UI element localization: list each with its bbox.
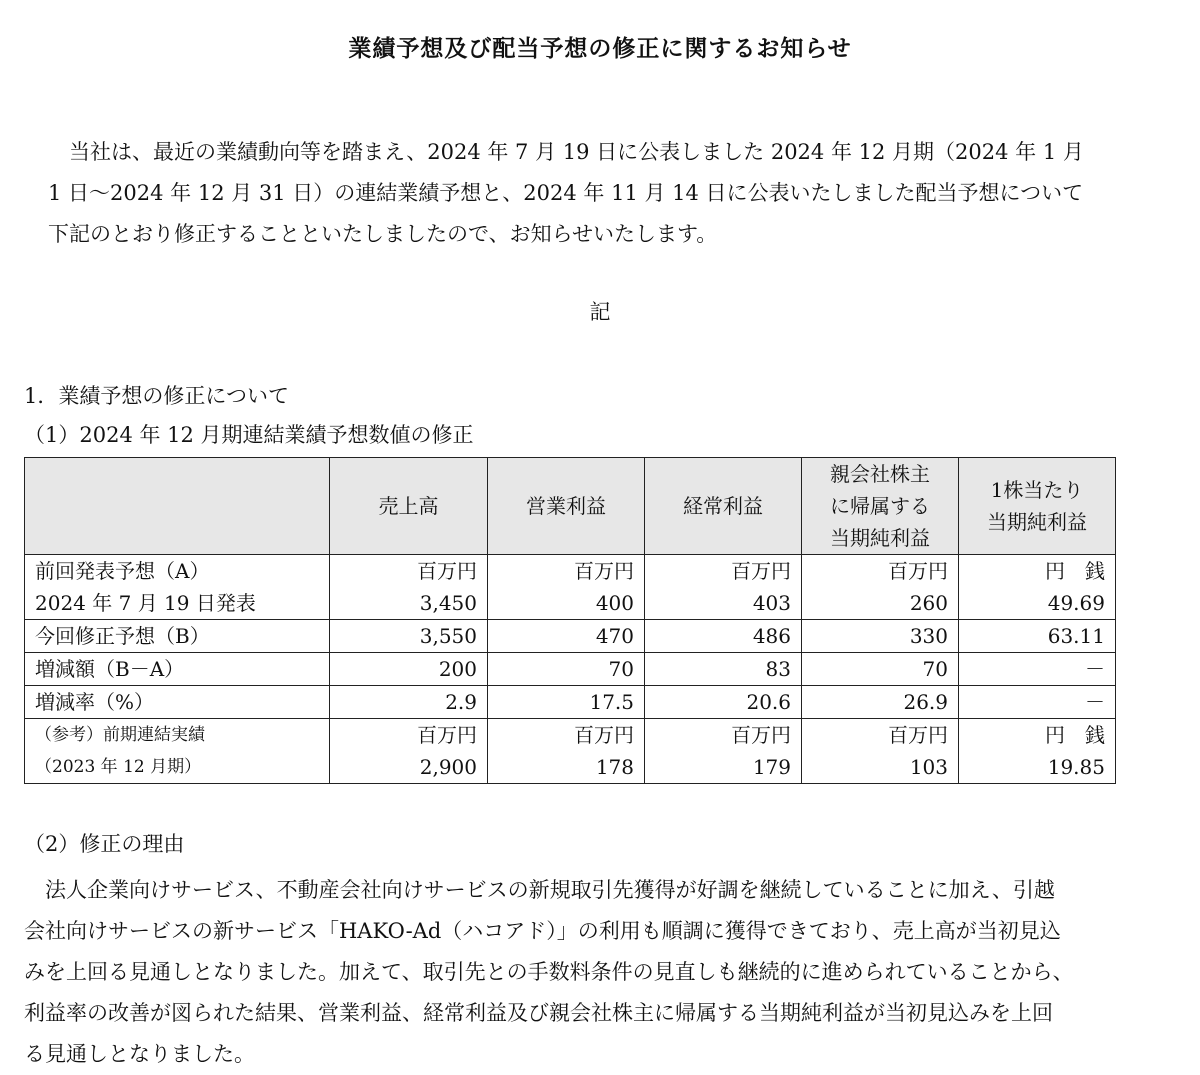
row-label-line: （参考）前期連結実績 [35, 725, 205, 745]
header-line: 営業利益 [526, 494, 606, 518]
row-label [25, 719, 330, 784]
cell-eps [959, 719, 1116, 784]
cell-ordinary-profit [645, 686, 802, 719]
intro-line: 下記のとおり修正することといたしましたので、お知らせいたします。 [48, 222, 718, 246]
cell-net-income [802, 686, 959, 719]
cell-operating-profit [488, 620, 645, 653]
cell-line: 17.5 [589, 690, 634, 714]
cell-operating-profit [488, 686, 645, 719]
document-title: 業績予想及び配当予想の修正に関するお知らせ [348, 36, 852, 62]
cell-net-income [802, 653, 959, 686]
header-net-income [802, 458, 959, 555]
header-line: 当期純利益 [987, 510, 1087, 534]
header-line: に帰属する [830, 494, 930, 518]
cell-line: 200 [438, 657, 477, 681]
cell-line: 49.69 [1047, 591, 1105, 615]
cell-line: 330 [909, 624, 948, 648]
cell-line: 20.6 [746, 690, 791, 714]
subsection-heading-2: （2）修正の理由 [24, 832, 185, 856]
header-operating-profit [488, 458, 645, 555]
cell-line: 円 銭 [1045, 559, 1105, 583]
table-row [25, 653, 1116, 686]
cell-line: 103 [909, 755, 948, 779]
row-label [25, 686, 330, 719]
cell-line: 179 [752, 755, 791, 779]
cell-line: 円 銭 [1045, 723, 1105, 747]
cell-line: 3,450 [419, 591, 477, 615]
cell-sales [330, 686, 488, 719]
table-body [25, 555, 1116, 784]
header-line: 当期純利益 [830, 526, 930, 550]
cell-ordinary-profit [645, 555, 802, 620]
cell-line: 260 [909, 591, 948, 615]
table-header-row [25, 458, 1116, 555]
cell-ordinary-profit [645, 620, 802, 653]
cell-eps [959, 686, 1116, 719]
section-heading-1: 1．業績予想の修正について [24, 384, 289, 408]
cell-operating-profit [488, 555, 645, 620]
row-label-line: 今回修正予想（B） [35, 624, 210, 648]
cell-eps [959, 555, 1116, 620]
cell-eps [959, 653, 1116, 686]
cell-line: 百万円 [574, 559, 634, 583]
cell-line: 70 [922, 657, 948, 681]
cell-line: － [1085, 690, 1105, 714]
cell-eps [959, 620, 1116, 653]
reason-paragraph [24, 870, 1184, 1075]
cell-line: 3,550 [419, 624, 477, 648]
cell-line: 486 [752, 624, 791, 648]
header-line: 1株当たり [990, 478, 1084, 502]
row-label-line: 2024 年 7 月 19 日発表 [35, 591, 256, 615]
table-row [25, 719, 1116, 784]
row-label-line: 前回発表予想（A） [35, 559, 210, 583]
cell-line: 19.85 [1047, 755, 1105, 779]
header-line: 経常利益 [683, 494, 763, 518]
row-label [25, 555, 330, 620]
cell-line: 403 [752, 591, 791, 615]
ki-heading: 記 [589, 300, 611, 324]
intro-line: 1 日～2024 年 12 月 31 日）の連結業績予想と、2024 年 11 月 14 日に公表いたしました配当予想について [48, 181, 1084, 205]
cell-line: 百万円 [417, 559, 477, 583]
reason-line: 会社向けサービスの新サービス「HAKO-Ad（ハコアド）」の利用も順調に獲得できており、売上高が当初見込 [24, 919, 1061, 943]
cell-line: － [1085, 657, 1105, 681]
cell-line: 百万円 [417, 723, 477, 747]
cell-sales [330, 653, 488, 686]
header-ordinary-profit [645, 458, 802, 555]
cell-line: 百万円 [888, 723, 948, 747]
cell-line: 百万円 [888, 559, 948, 583]
cell-line: 2.9 [445, 690, 477, 714]
cell-net-income [802, 555, 959, 620]
cell-line: 百万円 [731, 723, 791, 747]
cell-line: 83 [765, 657, 791, 681]
subsection-heading-1: （1）2024 年 12 月期連結業績予想数値の修正 [24, 423, 474, 447]
cell-ordinary-profit [645, 653, 802, 686]
table-row [25, 620, 1116, 653]
intro-paragraph [48, 132, 1188, 255]
cell-line: 470 [595, 624, 634, 648]
cell-net-income [802, 719, 959, 784]
reason-line: 利益率の改善が図られた結果、営業利益、経常利益及び親会社株主に帰属する当期純利益が当初見込みを上回 [24, 1001, 1053, 1025]
cell-operating-profit [488, 719, 645, 784]
cell-line: 百万円 [574, 723, 634, 747]
row-label-line: 増減額（B－A） [35, 657, 185, 681]
cell-sales [330, 555, 488, 620]
header-blank [25, 458, 330, 555]
table-row [25, 686, 1116, 719]
cell-sales [330, 719, 488, 784]
header-line: 売上高 [378, 494, 439, 518]
intro-line: 当社は、最近の業績動向等を踏まえ、2024 年 7 月 19 日に公表しました 2024 年 12 月期（2024 年 1 月 [48, 140, 1084, 164]
header-sales [330, 458, 488, 555]
cell-line: 70 [608, 657, 634, 681]
table-row [25, 555, 1116, 620]
header-line: 親会社株主 [830, 462, 930, 486]
row-label-line: 増減率（%） [35, 690, 155, 714]
cell-operating-profit [488, 653, 645, 686]
reason-line: 法人企業向けサービス、不動産会社向けサービスの新規取引先獲得が好調を継続していることに加え、引越 [24, 878, 1055, 902]
reason-line: る見通しとなりました。 [24, 1042, 255, 1066]
row-label [25, 653, 330, 686]
cell-line: 2,900 [419, 755, 477, 779]
forecast-table [24, 457, 1116, 784]
cell-line: 63.11 [1047, 624, 1105, 648]
cell-line: 400 [595, 591, 634, 615]
cell-line: 26.9 [903, 690, 948, 714]
row-label [25, 620, 330, 653]
header-eps [959, 458, 1116, 555]
cell-net-income [802, 620, 959, 653]
reason-line: みを上回る見通しとなりました。加えて、取引先との手数料条件の見直しも継続的に進められていることから、 [24, 960, 1074, 984]
cell-line: 百万円 [731, 559, 791, 583]
cell-line: 178 [595, 755, 634, 779]
row-label-line: （2023 年 12 月期） [35, 757, 202, 777]
cell-ordinary-profit [645, 719, 802, 784]
cell-sales [330, 620, 488, 653]
